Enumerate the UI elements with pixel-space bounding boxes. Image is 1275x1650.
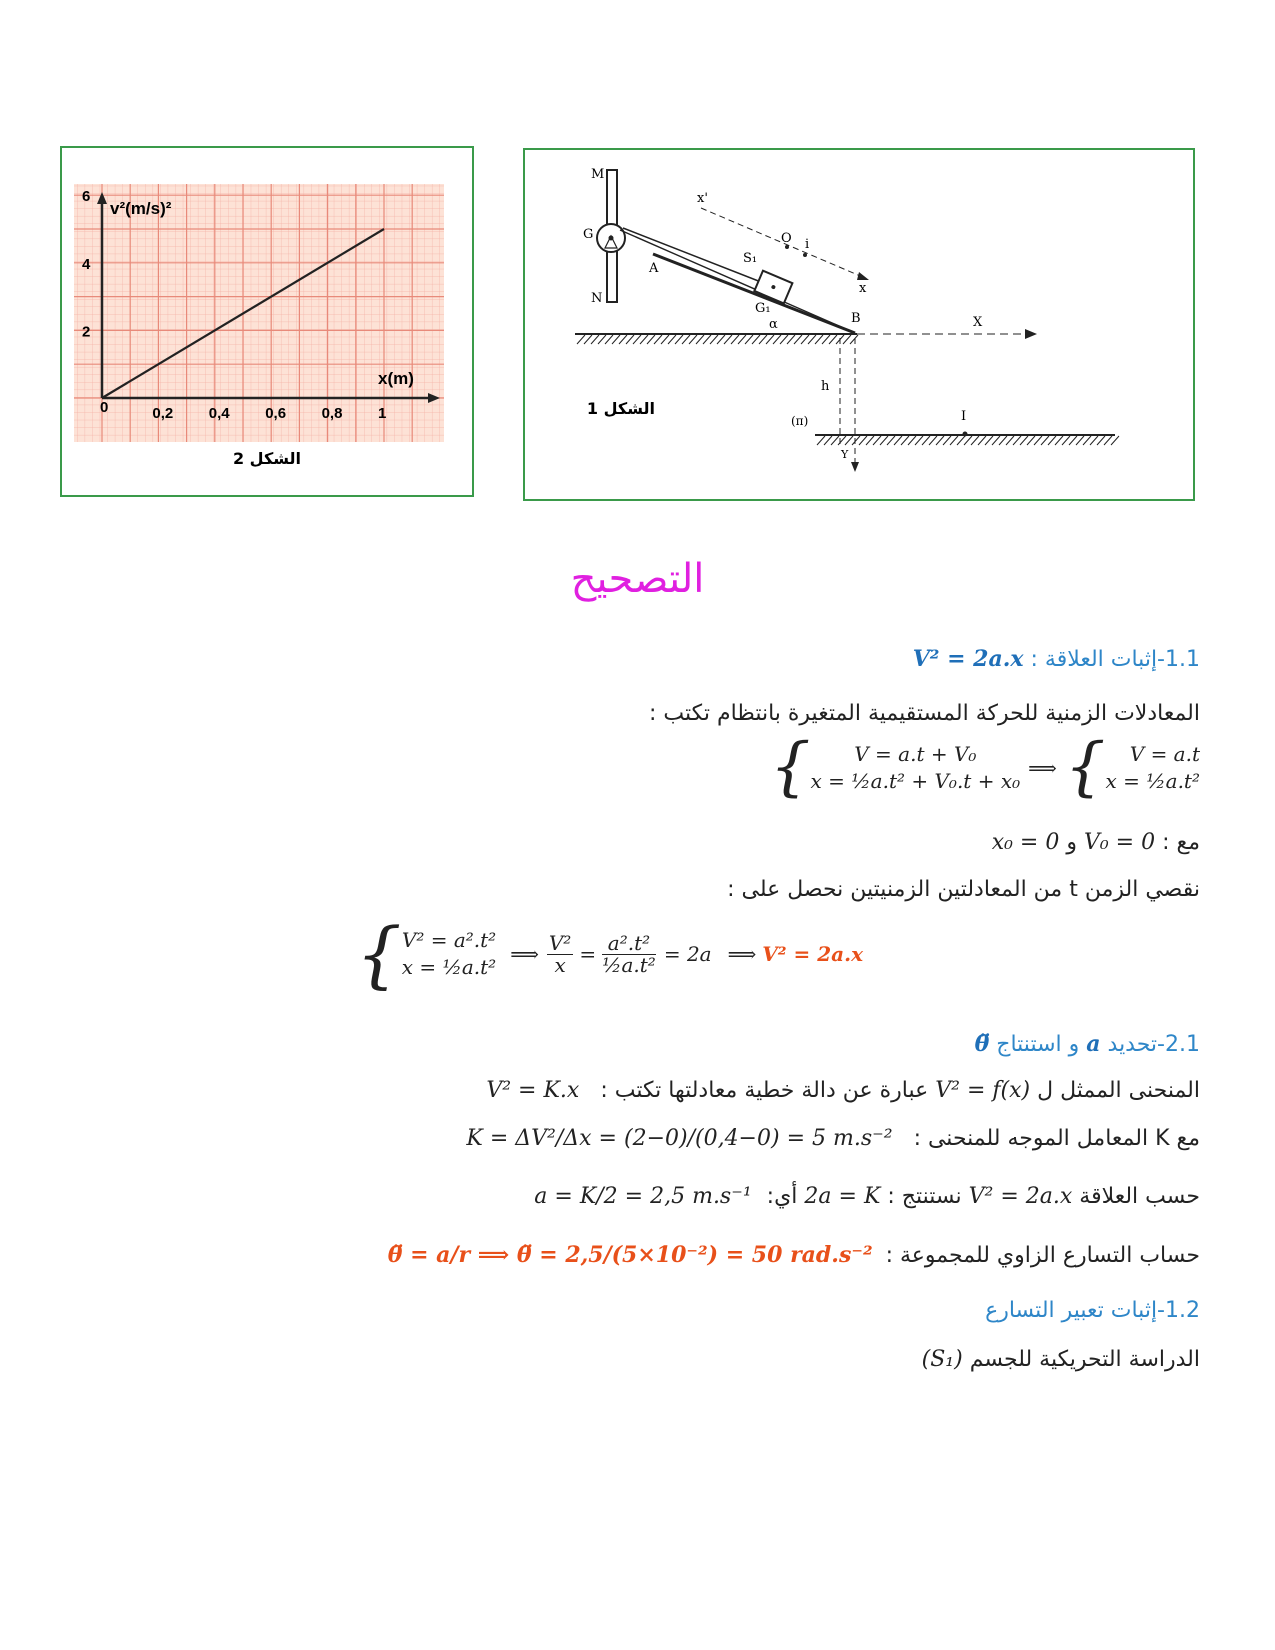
q21-curve-line: المنحنى الممثل ل V² = f(x) عبارة عن دالة خطية معادلتها تكتب : V² = K.x [486, 1078, 1200, 1103]
x-tick-label: 0,8 [321, 405, 343, 422]
q12-heading: 1.2-إثبات تعبير التسارع [985, 1298, 1200, 1323]
q11-relation: V² = 2a.x [912, 646, 1024, 672]
q21-heading: 2.1-تحديد a و استنتاج θ̈ [974, 1031, 1200, 1057]
y-tick-label: 4 [82, 255, 91, 273]
figure-1 [523, 148, 1195, 501]
label-i-vector: i [805, 237, 810, 252]
q11-equation-system: { V = a.t + V₀ x = ½a.t² + V₀.t + x₀ ⟹ { V = a.t x = ½a.t² [769, 730, 1200, 804]
elim-1: V² = a².t² [401, 928, 497, 953]
correction-title: التصحيح [570, 556, 705, 602]
label-alpha: α [769, 317, 778, 332]
label-n: N [591, 291, 603, 306]
string [623, 228, 761, 282]
q21-slope-line: مع K المعامل الموجه للمنحنى : K = ΔV²/Δx = (2−0)/(0,4−0) = 5 m.s⁻² [466, 1126, 1200, 1151]
eq-a-1: V = a.t + V₀ [854, 741, 977, 766]
origin-label: 0 [100, 399, 109, 416]
label-g: G [583, 227, 594, 242]
eq-a-2: x = ½a.t² + V₀.t + x₀ [810, 768, 1021, 793]
figure-2 [60, 146, 474, 497]
q11-final-result: V² = 2a.x [762, 942, 863, 967]
x-tick-label: 0,4 [208, 405, 230, 422]
x-tick-label: 0,6 [265, 405, 287, 422]
label-m: M [591, 167, 605, 182]
cond-v0: V₀ = 0 [1083, 830, 1156, 855]
figure-1-caption: الشكل 1 [586, 399, 655, 418]
block-s1 [754, 271, 792, 304]
label-x: x [859, 281, 867, 296]
figure-2-graph [62, 148, 472, 495]
label-y: Y [841, 448, 849, 461]
q21-relation-line: حسب العلاقة V² = 2a.x نستنتج : 2a = K أي: a = K/2 = 2,5 m.s⁻¹ [534, 1184, 1200, 1209]
label-big-x: X [973, 315, 983, 330]
label-s1: S₁ [743, 251, 758, 266]
figure-2-caption: الشكل 2 [232, 449, 302, 468]
q21-angular-line: حساب التسارع الزاوي للمجموعة : θ̈ = a/r ⟹ θ̈ = 2,5/(5×10⁻²) = 50 rad.s⁻² [387, 1242, 1200, 1268]
q12-dynamic-line: الدراسة التحريكية للجسم (S₁) [921, 1347, 1200, 1372]
label-x-prime: x' [697, 191, 708, 206]
y-axis-label: v²(m/s)² [110, 199, 172, 218]
y-tick-label: 6 [82, 188, 91, 206]
label-o: O [781, 231, 792, 246]
x-tick-label: 1 [378, 405, 387, 422]
q11-heading: 1.1-إثبات العلاقة : V² = 2a.x [912, 646, 1200, 672]
eq-b-1: V = a.t [1129, 741, 1200, 766]
figure-1-diagram [525, 150, 1193, 499]
slope-equation: K = ΔV²/Δx = (2−0)/(0,4−0) = 5 m.s⁻² [466, 1126, 893, 1151]
angular-result: θ̈ = a/r ⟹ θ̈ = 2,5/(5×10⁻²) = 50 rad.s⁻² [387, 1242, 873, 1268]
x-axis-label: x(m) [378, 369, 414, 388]
q11-line1: المعادلات الزمنية للحركة المستقيمية المتغيرة بانتظام تكتب : [649, 701, 1200, 726]
eq-b-2: x = ½a.t² [1105, 768, 1200, 793]
cond-x0: x₀ = 0 [991, 830, 1060, 855]
label-a: A [649, 261, 659, 276]
label-g1: G₁ [755, 301, 771, 316]
label-pi: (π) [791, 414, 809, 428]
x-tick-label: 0,2 [152, 405, 174, 422]
q11-eliminate-text: نقصي الزمن t من المعادلتين الزمنيتين نحصل على : [727, 877, 1200, 902]
y-tick-label: 2 [82, 323, 91, 341]
label-impact-i: I [961, 409, 967, 424]
a-result: a = K/2 = 2,5 m.s⁻¹ [534, 1184, 752, 1209]
label-b: B [851, 311, 861, 326]
elim-2: x = ½a.t² [401, 955, 497, 980]
q11-elimination: { V² = a².t² x = ½a.t² ⟹ $\frac{\text{V²}}{x}$ = $\frac{\text{a².t²}}{\text{½a.t²}}$ = 2a ⟹ V² = 2a.x [355, 912, 863, 996]
ratio-result: = 2a [663, 942, 712, 967]
q11-initial-conditions: مع : V₀ = 0 و x₀ = 0 [991, 830, 1200, 855]
implies-symbol: ⟹ [1028, 755, 1057, 780]
label-h: h [821, 379, 830, 394]
